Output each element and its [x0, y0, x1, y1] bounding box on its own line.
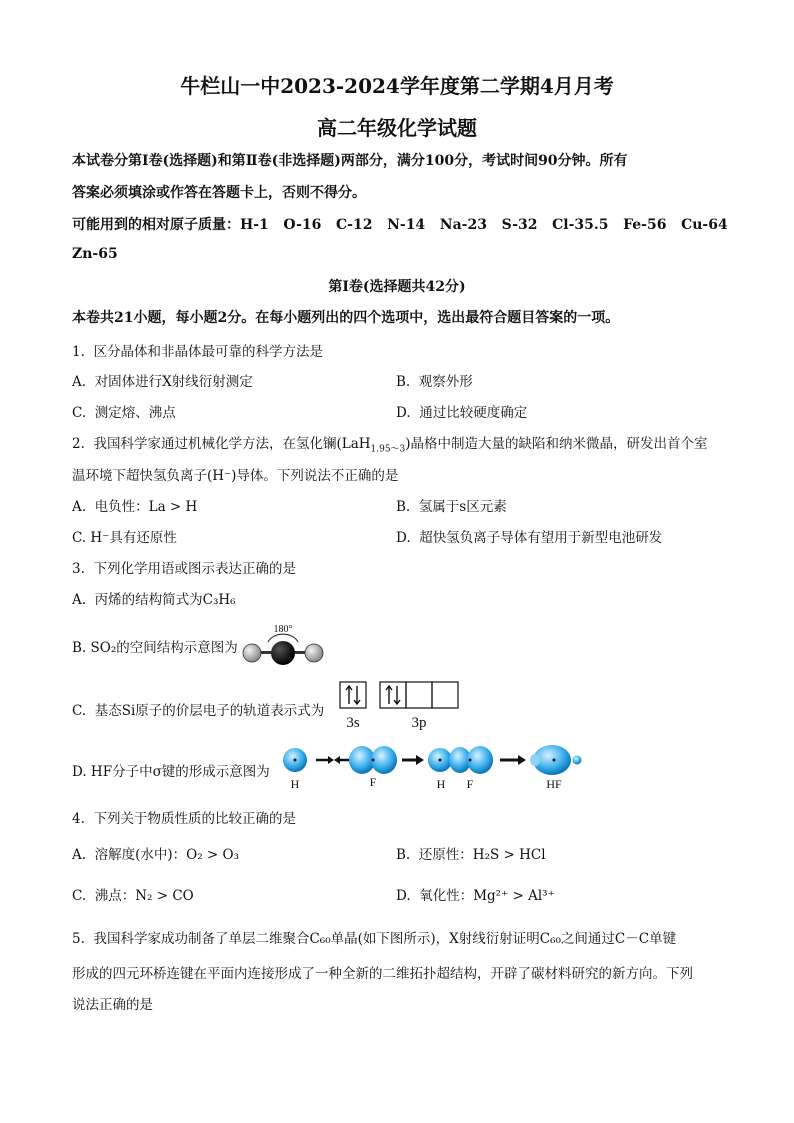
oxygen-atom-right [305, 644, 323, 662]
atomic-masses-line-1: 可能用到的相对原子质量：H-1 O-16 C-12 N-14 Na-23 S-32 Cl-35.5 Fe-56 Cu-64 [72, 217, 728, 233]
q2-option-c: C. H⁻具有还原性 [72, 530, 177, 546]
q1-option-b: B. 观察外形 [396, 374, 473, 390]
label-f-1: F [369, 775, 377, 789]
q4-option-b: B. 还原性：H₂S > HCl [396, 847, 546, 863]
so2-structure-diagram [240, 620, 330, 670]
exam-subtitle: 高二年级化学试题 [317, 116, 477, 140]
si-orbital-diagram [338, 680, 462, 732]
orbital-3s-label: 3s [346, 715, 360, 731]
q5-line-1: 5. 我国科学家成功制备了单层二维聚合C₆₀单晶(如下图所示)，X射线衍射证明C₆₀之间通过C－C单键 [72, 931, 677, 947]
q2-option-b: B. 氢属于s区元素 [396, 499, 507, 515]
q3-option-c: C. 基态Si原子的价层电子的轨道表示式为 [72, 703, 325, 719]
q1-option-d: D. 通过比较硬度确定 [396, 405, 528, 421]
orbital-3s-box [340, 682, 366, 708]
q2-stem-line-2: 温环境下超快氢负离子(H⁻)导体。下列说法不正确的是 [72, 468, 399, 484]
orbital-3p-box-1 [380, 682, 406, 708]
label-hf: HF [546, 777, 562, 791]
q3-option-d: D. HF分子中σ键的形成示意图为 [72, 764, 270, 780]
bond-angle-label: 180° [273, 624, 293, 635]
sulfur-atom [271, 641, 295, 665]
q4-stem: 4. 下列关于物质性质的比较正确的是 [72, 811, 296, 827]
q2-stem-part-1: 2. 我国科学家通过机械化学方法，在氢化镧(LaH [72, 436, 371, 452]
q1-option-c: C. 测定熔、沸点 [72, 405, 176, 421]
bond-angle-arc [268, 634, 298, 642]
q4-option-c: C. 沸点：N₂ > CO [72, 888, 194, 904]
instructions-line-2: 答案必须填涂或作答在答题卡上，否则不得分。 [72, 185, 366, 201]
q2-stem-part-2: )晶格中制造大量的缺陷和纳米微晶，研发出首个室 [405, 436, 708, 452]
q1-stem: 1. 区分晶体和非晶体最可靠的科学方法是 [72, 344, 323, 360]
q1-option-a: A. 对固体进行X射线衍射测定 [72, 374, 253, 390]
instructions-line-1: 本试卷分第Ⅰ卷(选择题)和第Ⅱ卷(非选择题)两部分，满分100分，考试时间90分钟。所有 [72, 153, 628, 169]
q5-line-3: 说法正确的是 [72, 997, 153, 1013]
q2-option-d: D. 超快氢负离子导体有望用于新型电池研发 [396, 530, 663, 546]
section-1-heading: 第Ⅰ卷(选择题共42分) [328, 279, 466, 295]
orbital-3p-box-2 [406, 682, 432, 708]
label-f-2: F [466, 777, 474, 791]
f-orbital-lobe-right [371, 746, 397, 774]
q4-option-a: A. 溶解度(水中)：O₂ > O₃ [72, 847, 240, 863]
q3-stem: 3. 下列化学用语或图示表达正确的是 [72, 561, 296, 577]
arrow-right-icon-3 [518, 755, 526, 765]
hf-sigma-bond-diagram [280, 742, 600, 794]
arrow-left-icon [334, 756, 340, 764]
q2-option-a: A. 电负性：La > H [72, 499, 198, 515]
orbital-3p-box-3 [432, 682, 458, 708]
q3-option-b: B. SO₂的空间结构示意图为 [72, 640, 238, 656]
orbital-3p-label: 3p [411, 715, 427, 731]
q2-stem-line-1 [72, 432, 708, 455]
q3-option-a: A. 丙烯的结构简式为C₃H₆ [72, 592, 236, 608]
atomic-masses-line-2: Zn-65 [72, 246, 118, 262]
label-h-2: H [436, 777, 446, 791]
oxygen-atom-left [243, 644, 261, 662]
q4-option-d: D. 氧化性：Mg²⁺ > Al³⁺ [396, 888, 555, 904]
exam-title: 牛栏山一中2023-2024学年度第二学期4月月考 [180, 74, 614, 98]
arrow-right-icon-2 [416, 755, 424, 765]
section-1-intro: 本卷共21小题，每小题2分。在每小题列出的四个选项中，选出最符合题目答案的一项。 [72, 310, 620, 326]
q5-line-2: 形成的四元环桥连键在平面内连接形成了一种全新的二维拓扑超结构，开辟了碳材料研究的新方向。下列 [72, 966, 693, 982]
label-h-1: H [290, 777, 300, 791]
electron-arrows [346, 686, 400, 704]
arrow-right-icon [328, 756, 334, 764]
q2-stem-subscript: 1.95～3 [370, 444, 406, 455]
